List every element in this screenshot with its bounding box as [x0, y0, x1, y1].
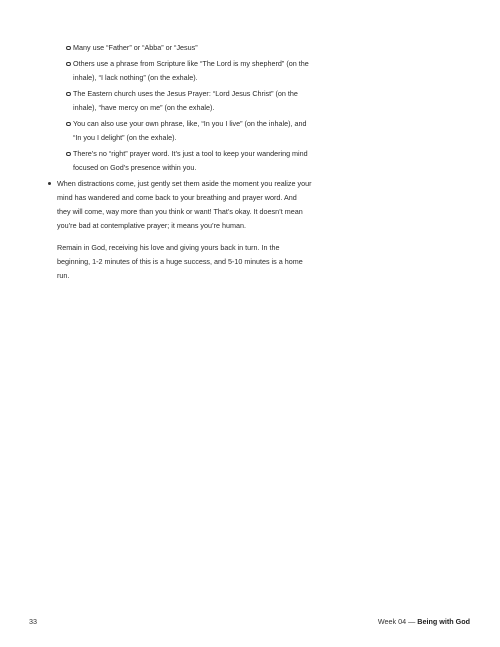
- running-footer: [378, 617, 470, 626]
- list-item: There’s no “right” prayer word. It’s just a tool to keep your wandering mind focused on God’s presence within you.: [73, 147, 312, 175]
- list-item: Many use “Father” or “Abba” or “Jesus”: [73, 41, 312, 55]
- page-number: 33: [29, 617, 37, 626]
- prayer-word-examples-list: [57, 41, 312, 175]
- list-item: When distractions come, just gently set them aside the moment you realize your mind has wandered and come back to your breathing and prayer word. And they will come, way more than you think or want! That’s okay. It doesn’t mean you’re bad at contemplative prayer; it means you’re human.: [57, 177, 312, 233]
- closing-paragraph: Remain in God, receiving his love and giving yours back in turn. In the beginning, 1-2 minutes of this is a huge success, and 5-10 minutes is a home run.: [57, 243, 303, 280]
- instructions-list: [57, 177, 312, 233]
- list-item: Others use a phrase from Scripture like “The Lord is my shepherd” (on the inhale), “I lack nothing” (on the exhale).: [73, 57, 312, 85]
- week-label: Week 04: [377, 617, 407, 626]
- page-content: [57, 41, 312, 283]
- list-item: You can also use your own phrase, like, “In you I live” (on the inhale), and “In you I delight” (on the exhale).: [73, 117, 312, 145]
- footer-separator: —: [406, 617, 418, 626]
- list-item: The Eastern church uses the Jesus Prayer: “Lord Jesus Christ” (on the inhale), “have mercy on me” (on the exhale).: [73, 87, 312, 115]
- section-title: Being with God: [417, 617, 470, 626]
